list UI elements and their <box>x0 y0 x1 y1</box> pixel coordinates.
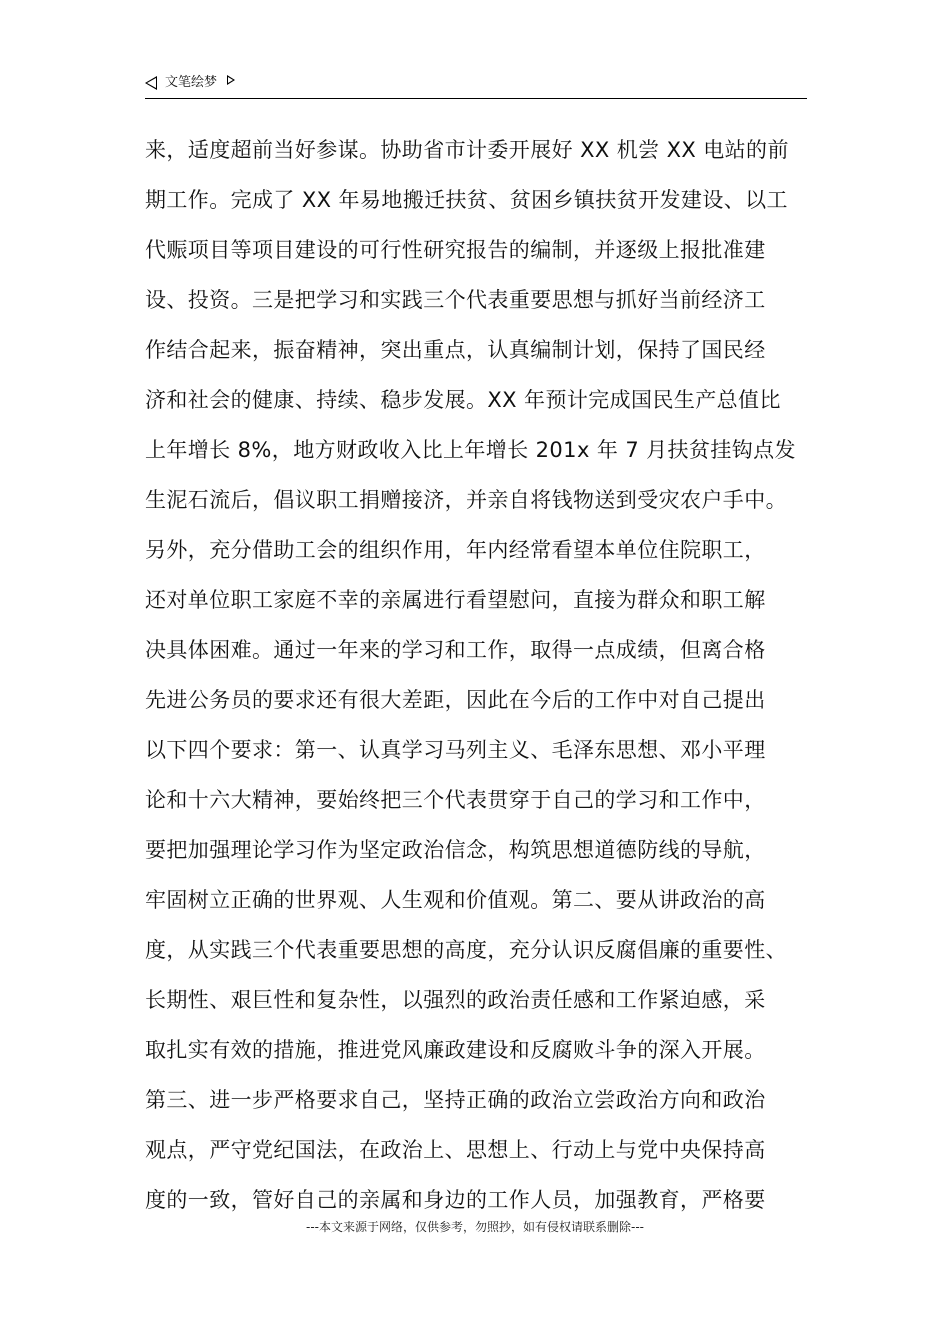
text-line: 另外，充分借助工会的组织作用，年内经常看望本单位住院职工， <box>145 538 766 562</box>
text-line: 先进公务员的要求还有很大差距，因此在今后的工作中对自己提出 <box>145 688 766 712</box>
text-line: 度，从实践三个代表重要思想的高度，充分认识反腐倡廉的重要性、 <box>145 938 787 962</box>
right-triangle-icon <box>227 75 235 85</box>
text-line: 论和十六大精神，要始终把三个代表贯穿于自己的学习和工作中， <box>145 788 766 812</box>
text-line: 取扎实有效的措施，推进党风廉政建设和反腐败斗争的深入开展。 <box>145 1038 766 1062</box>
left-triangle-icon <box>145 76 157 90</box>
text-line: 来，适度超前当好参谋。协助省市计委开展好 XX 机尝 XX 电站的前 <box>145 138 789 162</box>
text-line: 设、投资。三是把学习和实践三个代表重要思想与抓好当前经济工 <box>145 288 766 312</box>
text-line: 期工作。完成了 XX 年易地搬迁扶贫、贫困乡镇扶贫开发建设、以工 <box>145 188 788 212</box>
text-line: 观点，严守党纪国法，在政治上、思想上、行动上与党中央保持高 <box>145 1138 766 1162</box>
text-line: 上年增长 8%，地方财政收入比上年增长 201x 年 7 月扶贫挂钩点发 <box>145 438 796 462</box>
text-line: 还对单位职工家庭不幸的亲属进行看望慰问，直接为群众和职工解 <box>145 588 766 612</box>
page-header <box>145 72 807 99</box>
text-line: 牢固树立正确的世界观、人生观和价值观。第二、要从讲政治的高 <box>145 888 766 912</box>
text-line: 决具体困难。通过一年来的学习和工作，取得一点成绩，但离合格 <box>145 638 766 662</box>
text-line: 要把加强理论学习作为坚定政治信念，构筑思想道德防线的导航， <box>145 838 766 862</box>
text-line: 生泥石流后，倡议职工捐赠接济，并亲自将钱物送到受灾农户手中。 <box>145 488 787 512</box>
text-line: 第三、进一步严格要求自己，坚持正确的政治立尝政治方向和政治 <box>145 1088 766 1112</box>
text-line: 代赈项目等项目建设的可行性研究报告的编制，并逐级上报批准建 <box>145 238 766 262</box>
text-line: 长期性、艰巨性和复杂性，以强烈的政治责任感和工作紧迫感，采 <box>145 988 766 1012</box>
document-body <box>145 125 825 1225</box>
text-line: 以下四个要求：第一、认真学习马列主义、毛泽东思想、邓小平理 <box>145 738 766 762</box>
text-line: 作结合起来，振奋精神，突出重点，认真编制计划，保持了国民经 <box>145 338 766 362</box>
text-line: 度的一致，管好自己的亲属和身边的工作人员，加强教育，严格要 <box>145 1188 766 1212</box>
page-footer: ---本文来源于网络，仅供参考，勿照抄，如有侵权请联系删除--- <box>306 1220 644 1234</box>
header-brand <box>145 74 235 92</box>
header-title: 文笔绘梦 <box>165 75 218 90</box>
text-line: 济和社会的健康、持续、稳步发展。XX 年预计完成国民生产总值比 <box>145 388 781 412</box>
